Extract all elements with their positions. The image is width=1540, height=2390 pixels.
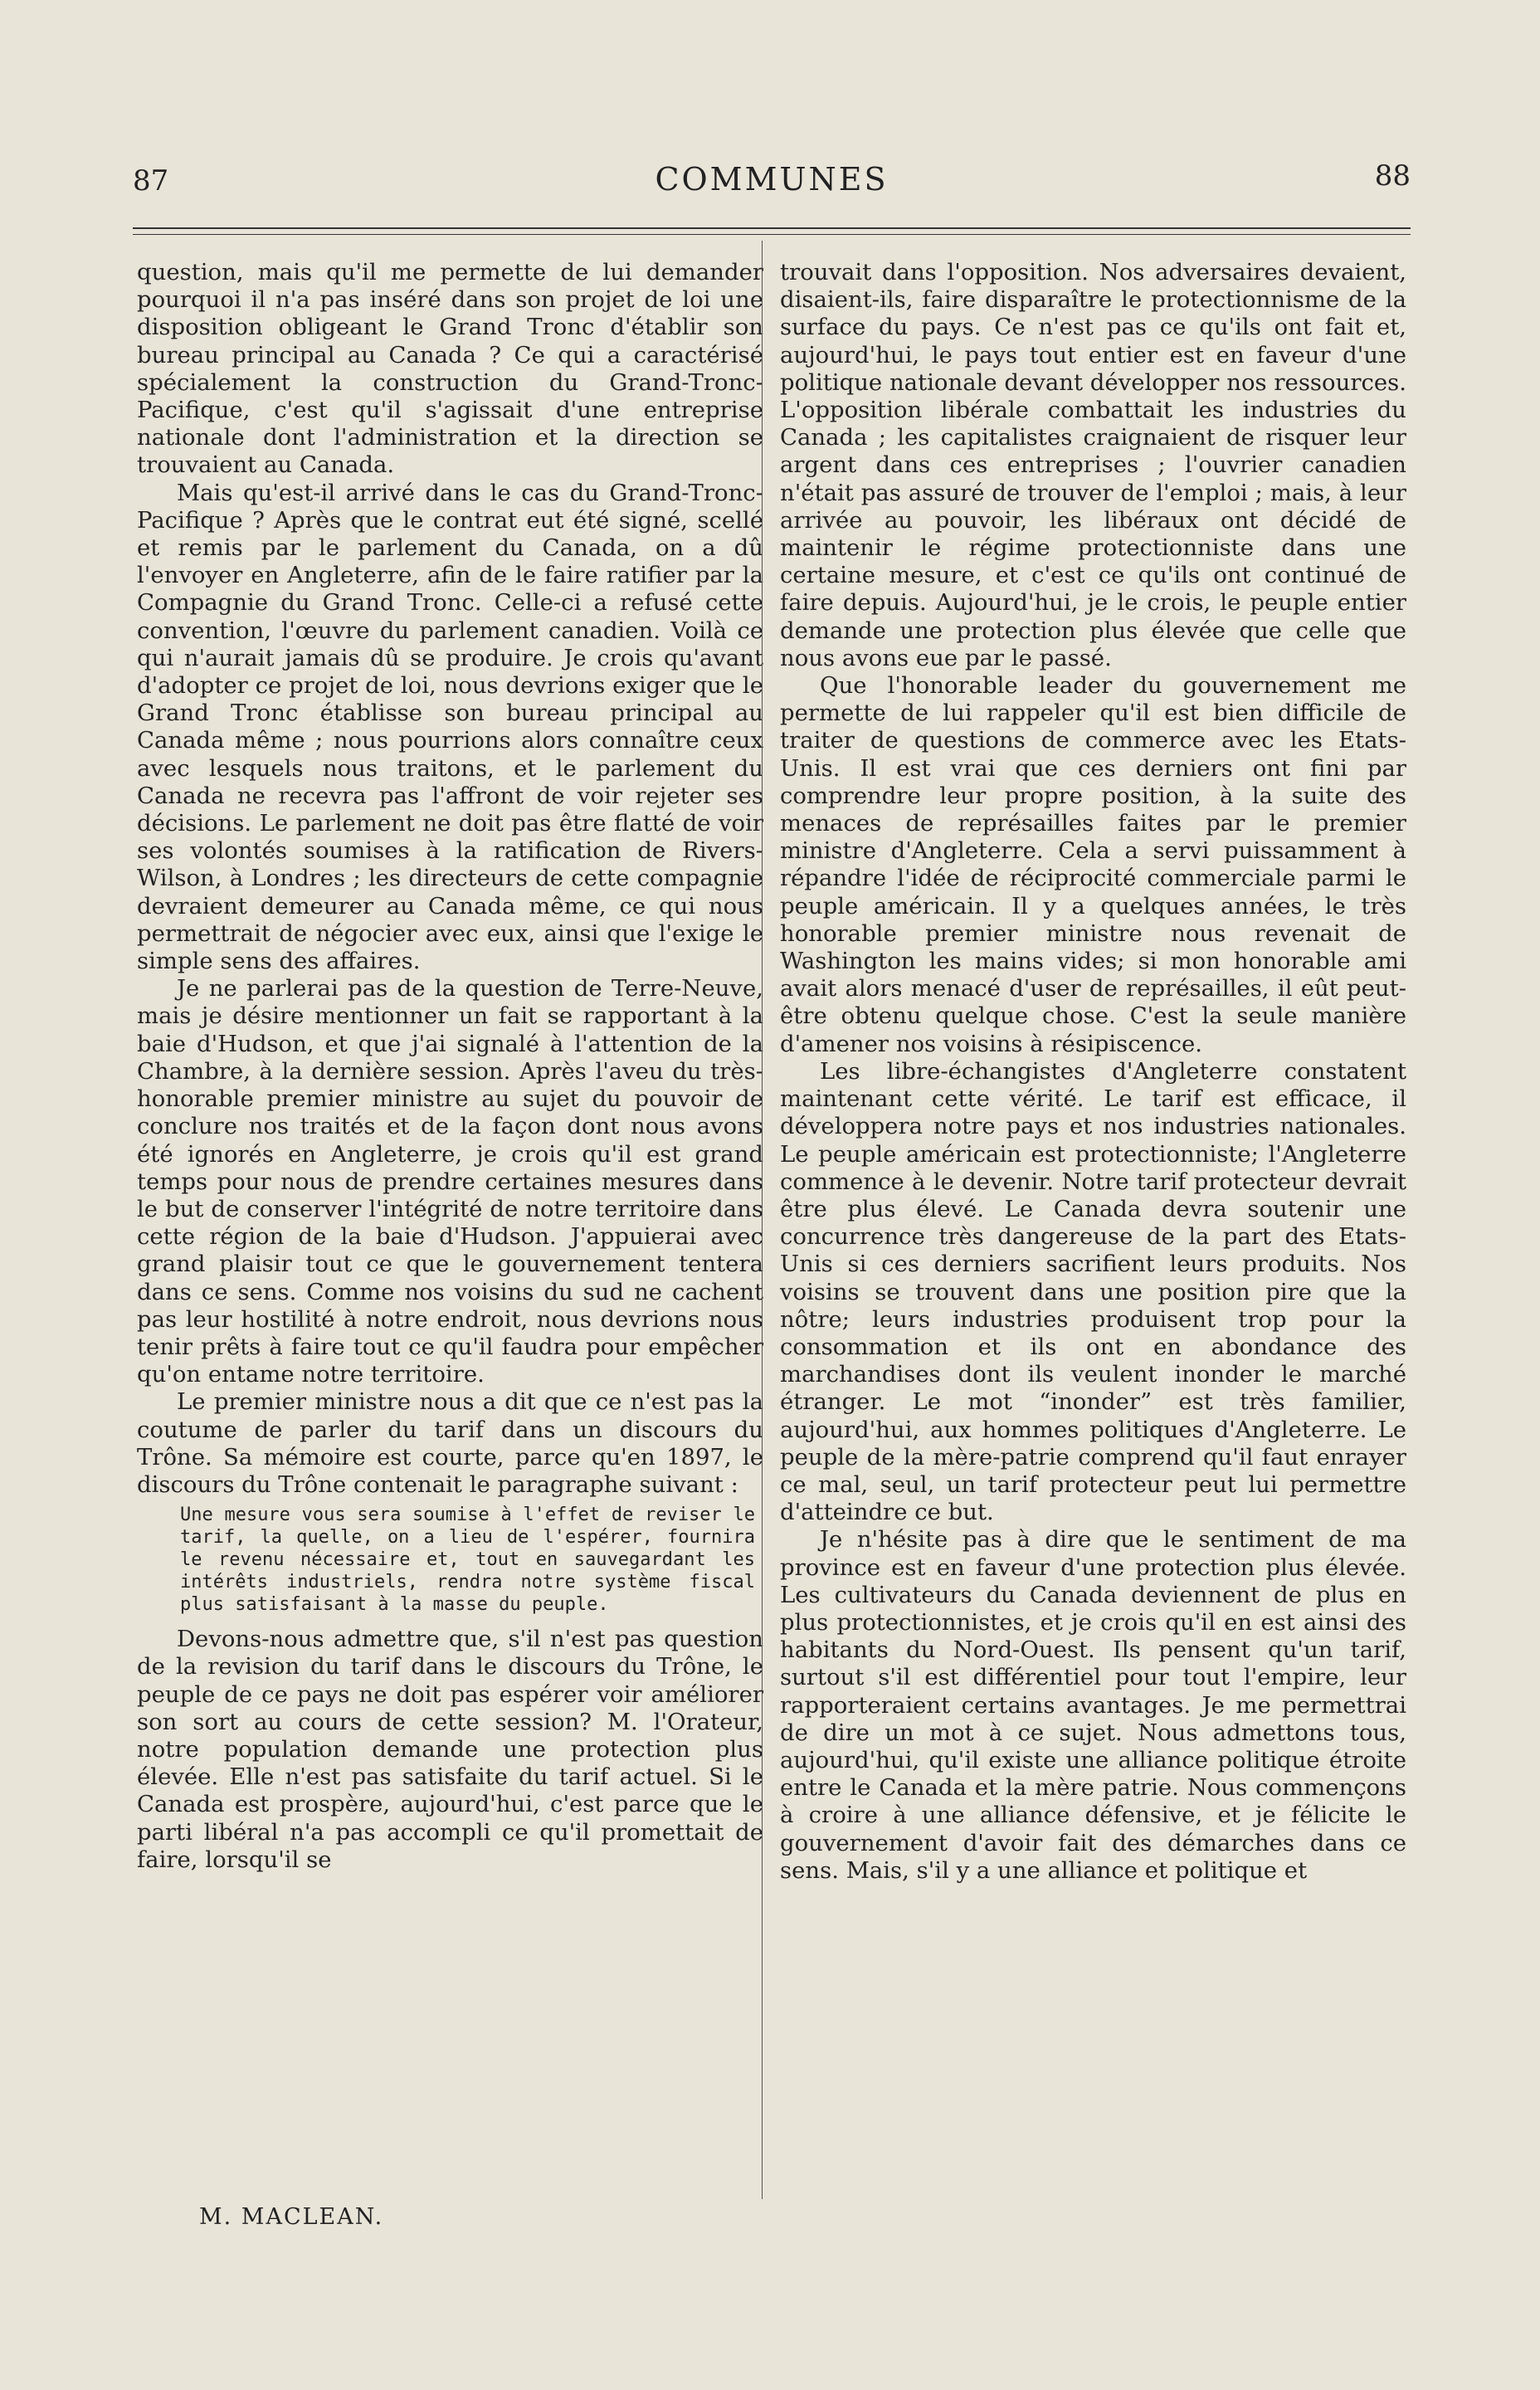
column-divider <box>762 241 763 2199</box>
paragraph: Mais qu'est-il arrivé dans le cas du Grand-Tronc-Pacifique ? Après que le contrat eut été signé, scellé et remis par le parlement du Canada, on a dû l'envoyer en Angleterre, afin de le faire ratifier par la Compagnie du Grand Tronc. Celle-ci a refusé cette convention, l'œuvre du parlement canadien. Voilà ce qui n'aurait jamais dû se produire. Je crois qu'avant d'adopter ce projet de loi, nous devrions exiger que le Grand Tronc établisse son bureau principal au Canada même ; nous pourrions alors connaître ceux avec lesquels nous traitons, et le parlement du Canada ne recevra pas l'affront de voir rejeter ses décisions. Le parlement ne doit pas être flatté de voir ses volontés soumises à la ratification de Rivers-Wilson, à Londres ; les directeurs de cette compagnie devraient demeurer au Canada même, ce qui nous permettrait de négocier avec eux, ainsi que l'exige le simple sens des affaires. <box>137 479 763 975</box>
paragraph: question, mais qu'il me permette de lui demander pourquoi il n'a pas inséré dans son projet de loi une disposition obligeant le Grand Tronc d'établir son bureau principal au Canada ? Ce qui a caractérisé spécialement la construction du Grand-Tronc-Pacifique, c'est qu'il s'agissait d'une entreprise nationale dont l'administration et la direction se trouvaient au Canada. <box>137 259 763 479</box>
left-column <box>137 259 763 1874</box>
paragraph: Les libre-échangistes d'Angleterre constatent maintenant cette vérité. Le tarif est efficace, il développera notre pays et nos industries nationales. Le peuple américain est protectionniste; l'Angleterre commence à le devenir. Notre tarif protecteur devrait être plus élevé. Le Canada devra soutenir une concurrence très dangereuse de la part des Etats-Unis si ces derniers sacrifient leurs produits. Nos voisins se trouvent dans une position pire que la nôtre; leurs industries produisent trop pour la consommation et ils ont en abondance des marchandises dont ils veulent inonder le marché étranger. Le mot “inonder” est très familier, aujourd'hui, aux hommes politiques d'Angleterre. Le peuple de la mère-patrie comprend qu'il faut enrayer ce mal, seul, un tarif protecteur peut lui permettre d'atteindre ce but. <box>780 1057 1406 1526</box>
paragraph: Le premier ministre nous a dit que ce n'est pas la coutume de parler du tarif dans un discours du Trône. Sa mémoire est courte, parce qu'en 1897, le discours du Trône contenait le paragraphe suivant : <box>137 1388 763 1498</box>
page-number-left: 87 <box>133 164 169 198</box>
paragraph: Je ne parlerai pas de la question de Terre-Neuve, mais je désire mentionner un fait se rapportant à la baie d'Hudson, et que j'ai signalé à l'attention de la Chambre, à la dernière session. Après l'aveu du très-honorable premier ministre au sujet du pouvoir de conclure nos traités et de la façon dont nous avons été ignorés en Angleterre, je crois qu'il est grand temps pour nous de prendre certaines mesures dans le but de conserver l'intégrité de notre territoire dans cette région de la baie d'Hudson. J'appuierai avec grand plaisir tout ce que le gouvernement tentera dans ce sens. Comme nos voisins du sud ne cachent pas leur hostilité à notre endroit, nous devrions nous tenir prêts à faire tout ce qu'il faudra pour empêcher qu'on entame notre territoire. <box>137 975 763 1388</box>
paragraph: Devons-nous admettre que, s'il n'est pas question de la revision du tarif dans le discours du Trône, le peuple de ce pays ne doit pas espérer voir améliorer son sort au cours de cette session? M. l'Orateur, notre population demande une protection plus élevée. Elle n'est pas satisfaite du tarif actuel. Si le Canada est prospère, aujourd'hui, c'est parce que le parti libéral n'a pas accompli ce qu'il promettait de faire, lorsqu'il se <box>137 1626 763 1873</box>
running-title: COMMUNES <box>655 161 889 198</box>
right-column <box>780 259 1406 1885</box>
page-header <box>133 156 1411 214</box>
page-number-right: 88 <box>1374 159 1411 193</box>
header-rule <box>133 227 1411 229</box>
paragraph: Que l'honorable leader du gouvernement me permette de lui rappeler qu'il est bien difficile de traiter de questions de commerce avec les Etats-Unis. Il est vrai que ces derniers ont fini par comprendre leur propre position, à la suite des menaces de représailles faites par le premier ministre d'Angleterre. Cela a servi puissamment à répandre l'idée de réciprocité commerciale parmi le peuple américain. Il y a quelques années, le très honorable premier ministre nous revenait de Washington les mains vides; si mon honorable ami avait alors menacé d'user de représailles, il eût peut-être obtenu quelque chose. C'est la seule manière d'amener nos voisins à résipiscence. <box>780 672 1406 1057</box>
paragraph: Je n'hésite pas à dire que le sentiment de ma province est en faveur d'une protection plus élevée. Les cultivateurs du Canada deviennent de plus en plus protectionnistes, et je crois qu'il en est ainsi des habitants du Nord-Ouest. Ils pensent qu'un tarif, surtout s'il est différentiel pour tout l'empire, leur rapporteraient certains avantages. Je me permettrai de dire un mot à ce sujet. Nous admettons tous, aujourd'hui, qu'il existe une alliance politique étroite entre le Canada et la mère patrie. Nous commençons à croire à une alliance défensive, et je félicite le gouvernement d'avoir fait des démarches dans ce sens. Mais, s'il y a une alliance et politique et <box>780 1526 1406 1884</box>
block-quote: Une mesure vous sera soumise à l'effet de reviser le tarif, la quelle, on a lieu de l'espérer, fournira le revenu nécessaire et, tout en sauvegardant les intérêts industriels, rendra notre système fiscal plus satisfaisant à la masse du peuple. <box>180 1505 755 1616</box>
speaker-footer: M. MACLEAN. <box>199 2204 384 2230</box>
header-rule-thin <box>133 234 1411 235</box>
paragraph: trouvait dans l'opposition. Nos adversaires devaient, disaient-ils, faire disparaître le protectionnisme de la surface du pays. Ce n'est pas ce qu'ils ont fait et, aujourd'hui, le pays tout entier est en faveur d'une politique nationale devant développer nos ressources. L'opposition libérale combattait les industries du Canada ; les capitalistes craignaient de risquer leur argent dans ces entreprises ; l'ouvrier canadien n'était pas assuré de trouver de l'emploi ; mais, à leur arrivée au pouvoir, les libéraux ont décidé de maintenir le régime protectionniste dans une certaine mesure, et c'est ce qu'ils ont continué de faire depuis. Aujourd'hui, je le crois, le peuple entier demande une protection plus élevée que celle que nous avons eue par le passé. <box>780 259 1406 671</box>
